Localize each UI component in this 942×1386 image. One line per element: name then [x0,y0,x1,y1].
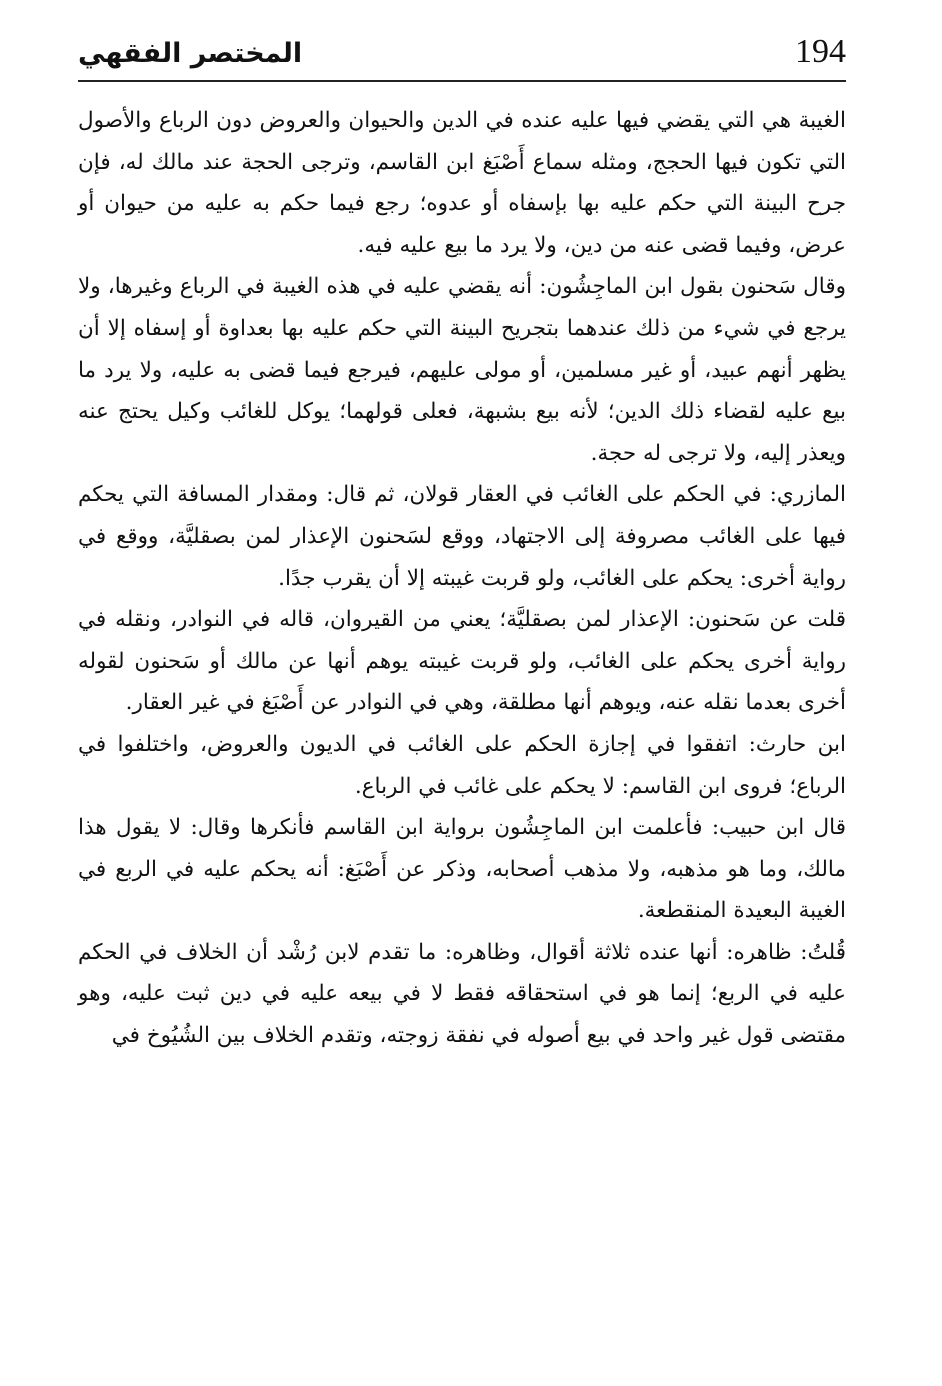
header-divider [78,80,846,82]
paragraph: قلت عن سَحنون: الإعذار لمن بصقليَّة؛ يعني من القيروان، قاله في النوادر، ونقله في رواية أخرى يحكم على الغائب، ولو قربت غيبته يوهم أنها عن مالك أو سَحنون لقوله أخرى بعدما نقله عنه، ويوهم أنها مطلقة، وهي في النوادر عن أَصْبَغ في غير العقار. [78,607,846,716]
paragraph: المازري: في الحكم على الغائب في العقار قولان، ثم قال: ومقدار المسافة التي يحكم فيها على الغائب مصروفة إلى الاجتهاد، ووقع لسَحنون الإعذار لمن بصقليَّة، ووقع في رواية أخرى: يحكم على الغائب، ولو قربت غيبته إلا أن يقرب جدًا. [78,482,846,591]
page-header [78,30,846,78]
paragraph: الغيبة هي التي يقضي فيها عليه عنده في الدين والحيوان والعروض دون الرباع والأصول التي تكون فيها الحجج، ومثله سماع أَصْبَغ ابن القاسم، وترجى الحجة عند مالك له، فإن جرح البينة التي حكم عليه بها بإسفاه أو عدوه؛ رجع فيما حكم به عليه من حيوان أو عرض، وفيما قضى عنه من دين، ولا يرد ما بيع عليه فيه. [78,108,846,258]
paragraph: وقال سَحنون بقول ابن الماجِشُون: أنه يقضي عليه في هذه الغيبة في الرباع وغيرها، ولا يرجع في شيء من ذلك عندهما بتجريح البينة التي حكم عليه بها بعداوة أو إسفاه إلا أن يظهر أنهم عبيد، أو غير مسلمين، أو مولى عليهم، فيرجع فيما قضى به عليه، ولا يرد ما بيع عليه لقضاء ذلك الدين؛ لأنه بيع بشبهة، فعلى قولهما؛ يوكل للغائب وكيل يحتج عنه ويعذر إليه، ولا ترجى له حجة. [78,274,846,466]
page-body [78,100,846,1057]
book-title: المختصر الفقهي [78,38,303,69]
page-number: 194 [795,33,846,70]
paragraph: قال ابن حبيب: فأعلمت ابن الماجِشُون برواية ابن القاسم فأنكرها وقال: لا يقول هذا مالك، وما هو مذهبه، ولا مذهب أصحابه، وذكر عن أَصْبَغ: أنه يحكم عليه في الربع في الغيبة البعيدة المنقطعة. [78,815,846,924]
paragraph: ابن حارث: اتفقوا في إجازة الحكم على الغائب في الديون والعروض، واختلفوا في الرباع؛ فروى ابن القاسم: لا يحكم على غائب في الرباع. [78,731,846,799]
paragraph: قُلتُ: ظاهره: أنها عنده ثلاثة أقوال، وظاهره: ما تقدم لابن رُشْد أن الخلاف في الحكم عليه في الربع؛ إنما هو في استحقاقه فقط لا في بيعه عليه في دين ثبت عليه، وهو مقتضى قول غير واحد في بيع أصوله في نفقة زوجته، وتقدم الخلاف بين الشُيُوخ في [78,939,846,1049]
